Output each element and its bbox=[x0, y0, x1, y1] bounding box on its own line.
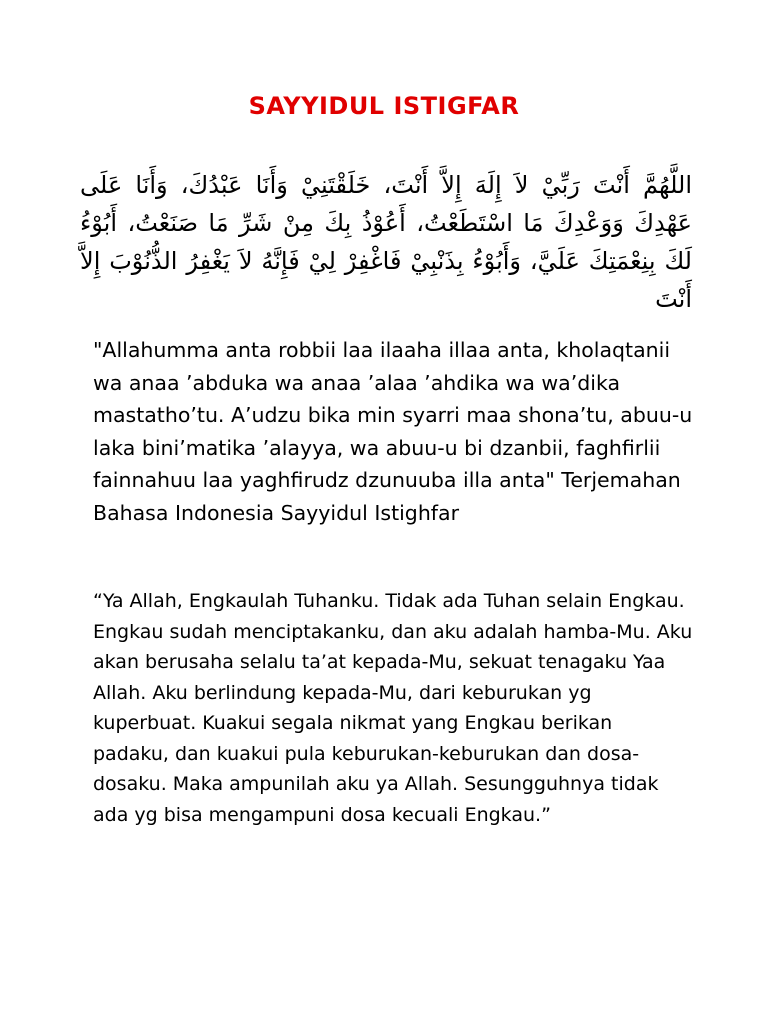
translation-paragraph: “Ya Allah, Engkaulah Tuhanku. Tidak ada Tuhan selain Engkau. Engkau sudah menciptakanku, dan aku adalah hamba-Mu. Aku akan berusaha selalu ta’at kepada-Mu, sekuat tenagaku Yaa Allah. Aku berlindung kepada-Mu, dari keburukan yg kuperbuat. Kuakui segala nikmat yang Engkau berikan padaku, dan kuakui pula keburukan-keburukan dan dosa-dosaku. Maka ampunilah aku ya Allah. Sesungguhnya tidak ada yg bisa mengampuni dosa kecuali Engkau.” bbox=[93, 590, 693, 826]
document-title: SAYYIDUL ISTIGFAR bbox=[248, 92, 520, 120]
arabic-prayer-text: اللَّهُمَّ أَنْتَ رَبِّيْ لاَ إِلَهَ إِلاَّ أَنْتَ، خَلَقْتَنِيْ وَأَنَا عَبْدُكَ، وَأَنَا عَلَى عَهْدِكَ وَوَعْدِكَ مَا اسْتَطَعْتُ، أَعُوْذُ بِكَ مِنْ شَرِّ مَا صَنَعْتُ، أَبُوْءُ لَكَ بِنِعْمَتِكَ عَلَيَّ، وَأَبُوْءُ بِذَنْبِيْ فَاغْفِرْ لِيْ فَإِنَّهُ لاَ يَغْفِرُ الذُّنُوْبَ إِلاَّ أَنْتَ bbox=[80, 171, 692, 313]
transliteration-paragraph: "Allahumma anta robbii laa ilaaha illaa anta, kholaqtanii wa anaa ’abduka wa anaa ’alaa ’ahdika wa wa’dika mastatho’tu. A’udzu bika min syarri maa shona’tu, abuu-u laka bini’matika ’alayya, wa abuu-u bi dzanbii, faghfirlii fainnahuu laa yaghfirudz dzunuuba illa anta" Terjemahan Bahasa Indonesia Sayyidul Istighfar bbox=[93, 338, 693, 525]
